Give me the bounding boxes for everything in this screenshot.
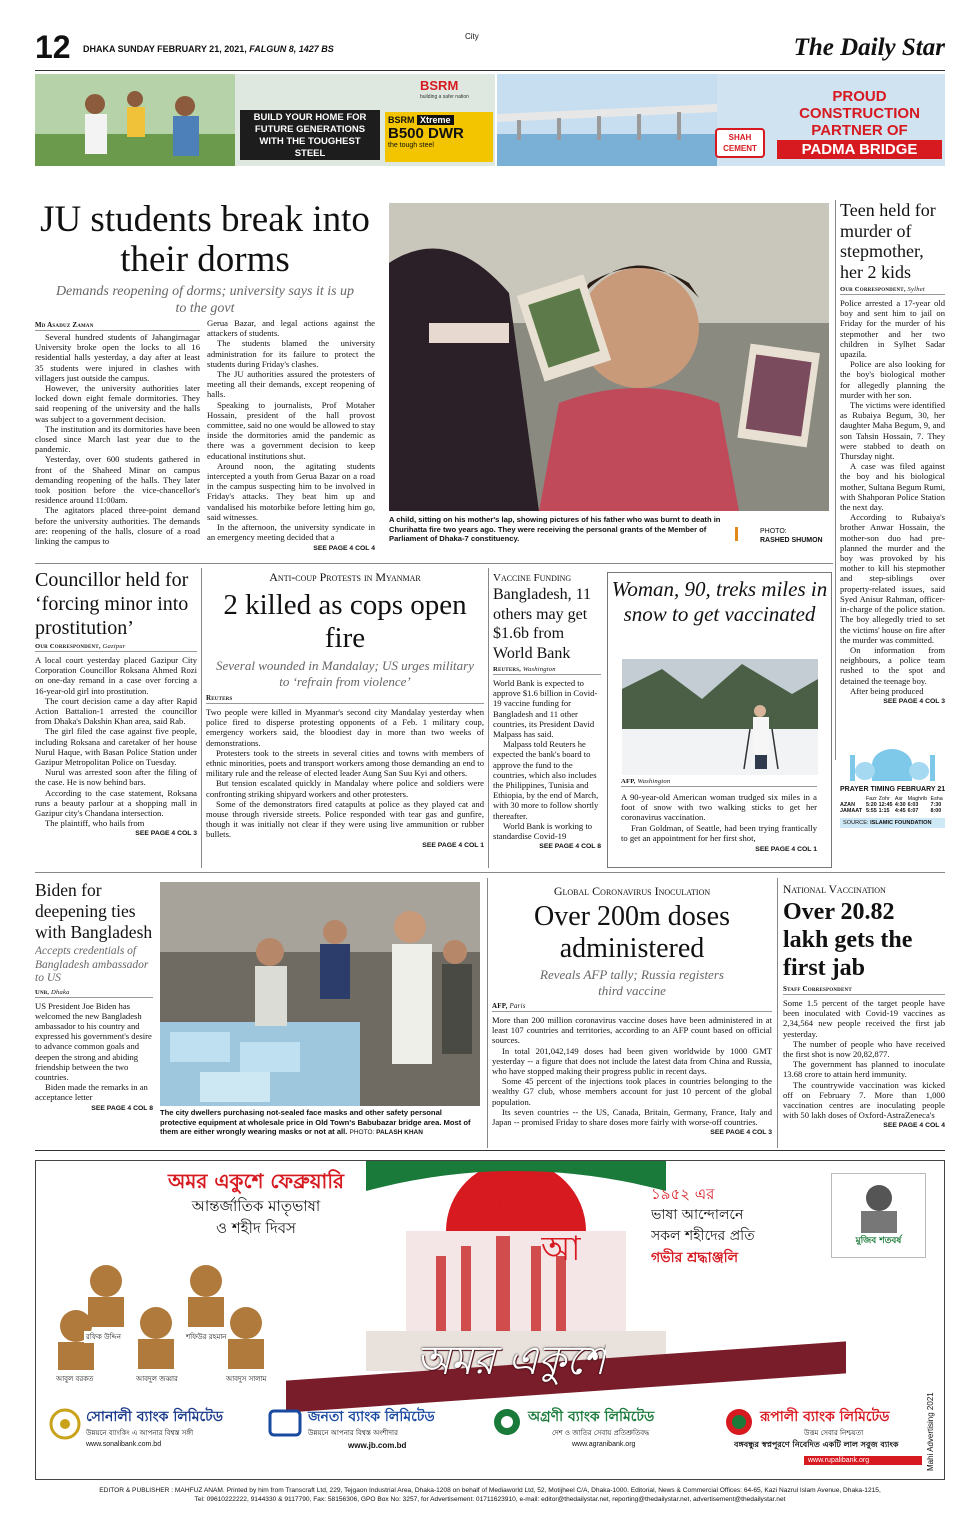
child-photo-credit: PHOTO: RASHED SHUMON [760,528,823,544]
agency-credit: Mahi Advertising 2021 [926,1392,935,1471]
myanmar-story [206,570,484,868]
councillor-headline[interactable]: Councillor held for ‘forcing minor into prostitution’ [35,569,189,639]
teen-headline[interactable]: Teen held for murder of stepmother, her 2 kids [840,200,936,282]
ju-byline: Md Asaduz Zaman [35,321,200,331]
councillor-byline: Our Correspondent, Gazipur [35,643,197,652]
biden-story [35,880,153,1148]
woman-story [607,572,832,868]
row2-bottom-rule [35,872,945,873]
child-photo-image [389,203,829,511]
woman-body: A 90-year-old American woman trudged six miles in a foot of snow with two walking sticks to get her coronavirus vaccination. Fran Goldman, of Seattle, had been trying frantically to get an appointment for her first shot, SEE PAGE 4 COL 1 [621,792,817,855]
masks-credit: PHOTO: PALASH KHAN [349,1129,423,1136]
janata-logo-icon [268,1409,302,1437]
ekushe-title-block [146,1167,366,1239]
teen-story [840,200,945,730]
bsrm-headline: BUILD YOUR HOME FOR FUTURE GENERATIONS WITH THE TOUGHEST STEEL [240,110,380,160]
myanmar-jump[interactable]: SEE PAGE 4 COL 1 [422,841,484,849]
ekushe-title: অমর একুশে ফেব্রুয়ারি [167,1169,345,1193]
xtreme-brand-line: BSRM Xtreme [388,115,490,125]
ekushe-ad[interactable] [35,1160,945,1480]
biden-deck: Accepts credentials of Bangladesh ambassador to US [35,945,149,984]
row1-bottom-rule [35,563,833,564]
prayer-header-row: Fazr Zohr Asr Maghrib Esha [865,796,943,802]
prayer-box [840,735,945,865]
bust-label-2: শফিউর রহমান [186,1333,227,1341]
bust-label-1: রফিক উদ্দিন [86,1333,121,1341]
ekushe-calligraphy: অমর একুশে [416,1338,606,1384]
masthead [35,30,945,70]
masthead-rule [35,70,945,71]
imprint-line-1: EDITOR & PUBLISHER : MAHFUZ ANAM. Printed by him from Transcraft Ltd, 229, Tejgaon Industrial Area, Dhaka-1208 on behalf of Mediaworld Ltd, 52, Motijheel C/A, Dhaka-1000. Editorial, News & Commercial Offices: 64-65, Kazi Nazrul Islam Avenue, Dhaka-1215, [99,1487,881,1494]
martyr-busts [36,1251,376,1371]
bank-sonali[interactable]: সোনালী ব্যাংক লিমিটেড উন্নয়নে ব্যাংকিং এ আপনার বিশ্বস্ত সঙ্গী www.sonalibank.com.bd [44,1401,264,1469]
row3-bottom-rule [35,1150,945,1151]
sonali-logo-icon [48,1407,82,1441]
myanmar-body: Two people were killed in Myanmar's second city Mandalay yesterday when police fired to disperse protesting opponents of a Feb. 1 military coup, emergency workers said, the bloodiest day in more than two weeks of demonstrations. Protesters took to the streets in several cities and towns with members of ethnic minorities, poets and transport workers among those demanding an end to military rule and the release of elected leader Aung San Suu Kyi and others. But tension escalated quickly in Mandalay where police and soldiers were confronting striking shipyard workers and other protesters. Some of the demonstrators fired catapults at police as they played cat and mouse through riverside streets. Police responded with tear gas and gunfire, though it was initially not clear if they were using live ammunition or rubber bullets. [206,707,484,840]
councillor-story [35,568,197,868]
national-kicker: National Vaccination [783,884,886,896]
councillor-body: A local court yesterday placed Gazipur City Corporation Councillor Roksana Ahmed Rozi on one-day remand in a case over forcing a 16-year-old girl into prostitution. The court decision came a day after Rapid Action Battalion-1 arrested the councillor from Dhaka's Dakshin Khan area, said Rab. The girl filed the case against five people, including Roksana and caretaker of her house Nurul Haque, with Basan Police Station under Gazipur Metropolitan Police on Tuesday. Nurul was arrested soon after the filing of the case. He is now behind bars. According to the case statement, Roksana runs a beauty parlour at a shopping mall in Gazipur city's Chandana intersection. The plaintiff, who hails from [35,655,197,829]
biden-headline[interactable]: Biden for deepening ties with Bangladesh [35,880,153,942]
paper-nameplate[interactable]: The Daily Star [793,34,945,61]
shah-cement-logo: SHAH CEMENT [715,128,765,158]
national-jump[interactable]: SEE PAGE 4 COL 4 [883,1122,945,1130]
biden-jump[interactable]: SEE PAGE 4 COL 8 [91,1104,153,1112]
national-story [783,884,945,1148]
biden-byline: Unb, Dhaka [35,989,153,998]
page-number: 12 [35,30,71,64]
bust-label-4: আবদুল জব্বার [136,1375,178,1383]
woman-headline[interactable]: Woman, 90, treks miles in snow to get vaccinated [611,577,828,626]
prayer-azan-row: AZAN 5:20 12:45 4:30 6:03 7:30 [840,802,942,808]
global-jump[interactable]: SEE PAGE 4 COL 3 [710,1129,772,1137]
ekushe-letter-1: অ [474,1186,506,1227]
rupali-logo-icon [724,1407,754,1437]
national-byline: Staff Correspondent [783,985,945,995]
ekushe-subtitle-2: ও শহীদ দিবস [216,1219,296,1237]
woman-jump[interactable]: SEE PAGE 4 COL 1 [755,846,817,854]
global-body: More than 200 million coronavirus vaccine doses have been administered in at least 107 countries and territories, according to an AFP count based on official sources. In total 201,042,149 doses had been given worldwide by 1000 GMT yesterday -- a figure that does not include the latest data from China and Russia, who have stopped making their progress public in recent days. Some 45 percent of the injections took places in countries belonging to the wealthy G7 club, whose members account for just 10 percent of the global population. Its seven countries -- the US, Canada, Britain, Germany, France, Italy and Japan -- promised Friday to share doses more fairly with worse-off countries. [492,1015,772,1128]
worldbank-story [493,572,601,868]
prayer-table [840,796,945,814]
ju-deck: Demands reopening of dorms; university says it is up to the govt [55,284,355,316]
bridge-illustration [497,74,717,166]
worldbank-body: World Bank is expected to approve $1.6 billion in Covid-19 vaccine funding for Bangladesh and 11 other countries, its President David Malpass has said. Malpass told Reuters he expected the bank's board to approve the fund to the countries, which also includes the Philippines, Tunisia and Ethiopia, by the end of March, with 30 more to follow shortly thereafter. World Bank is working to standardise Covid-19 [493,678,599,842]
rule-r2-b [488,568,489,868]
bank-rupali[interactable]: রূপালী ব্যাংক লিমিটেড উত্তম সেবার নিশ্চয়তা বঙ্গবন্ধুর স্বপ্নপূরণে নিবেদিত একটি লাল সবুজ ব্যাংক www.rupalibank.org [724,1401,934,1479]
section-name: City [465,32,479,41]
global-story [492,884,772,1148]
rule-r2-a [201,568,202,868]
prayer-source: SOURCE: ISLAMIC FOUNDATION [840,818,945,828]
rule-r3-a [487,878,488,1148]
ekushe-subtitle-1: আন্তর্জাতিক মাতৃভাষা [191,1197,321,1215]
bust-label-5: আবদুস সালাম [226,1375,267,1383]
shah-cement-message: PROUD CONSTRUCTION PARTNER OF PADMA BRIDGE [777,88,942,159]
global-headline[interactable]: Over 200m doses administered [534,901,730,964]
xtreme-tagline: the tough steel [388,142,434,149]
bsrm-ad[interactable] [35,74,495,166]
national-body: Some 1.5 percent of the target people have been inoculated with Covid-19 vaccines as 2,34,564 new people received the first jab yesterday. The number of people who have received the first shot is now 20,82,877. The government has planned to inoculate 13.68 crore to attain herd immunity. The countrywide vaccination was kicked off on February 7. More than 1,000 vaccination centres are inoculating people with 50 lakh doses of Oxford-AstraZeneca's [783,998,945,1121]
masks-caption: The city dwellers purchasing not-sealed face masks and other safety personal protective equipment at wholesale price in Old Town's Babubazar bridge area. Most of them are either wrongly wearing masks or not at all. PHOTO: PALASH KHAN [160,1108,471,1136]
ju-story [35,200,375,558]
bank-janata[interactable]: জনতা ব্যাংক লিমিটেড উন্নয়নে আপনার বিশ্বস্ত অংশীদার www.jb.com.bd [268,1401,490,1469]
worldbank-byline: Reuters, Washington [493,666,601,675]
ju-col1: Several hundred students of Jahangirnagar University broke open the locks to all 16 residential halls yesterday, a day after at least 35 students were injured in clashes with villagers just outside the campus. However, the university authorities later locked down eight female dormitories. They said reopening of the university and the halls was subject to a government decision. The institution and its dormitories have been closed since March last year due to the pandemic. Yesterday, over 600 students gathered in front of the Shaheed Minar on campus demanding reopening of the halls. They later took position before the vice-chancellor's residence around 11:00am. The agitators placed three-point demand before the university authorities. The demands are: reopening of the halls, closure of a road linking the campus to [35,332,200,547]
family-photo [35,74,235,166]
ju-jump[interactable]: SEE PAGE 4 COL 4 [313,545,375,553]
imprint [35,1486,945,1504]
bank-agrani[interactable]: অগ্রণী ব্যাংক লিমিটেড দেশ ও জাতির সেবায় প্রতিশ্রুতিবদ্ধ www.agranibank.org [492,1401,720,1469]
myanmar-byline: Reuters [206,694,484,704]
biden-body: US President Joe Biden has welcomed the new Bangladesh ambassador to his country and expressed his government's desire to advance common goals and deepen the strong and abiding friendship between the two countries. Biden made the remarks in an acceptance letter [35,1000,152,1103]
ekushe-tribute: ১৯৫২ এর ভাষা আন্দোলনে সকল শহীদের প্রতি গভীর শ্রদ্ধাঞ্জলি [651,1185,755,1266]
xtreme-product: B500 DWR [388,125,464,142]
global-deck: Reveals AFP tally; Russia registers third vaccine [540,967,724,998]
global-kicker: Global Coronavirus Inoculation [553,884,711,898]
prayer-title: PRAYER TIMING FEBRUARY 21 [840,786,945,793]
ju-col2: Gerua Bazar, and legal actions against the attackers of students. The students blamed the university administration for its failure to protect the students during Friday's clashes. The JU authorities assured the protesters of meeting all their demands, except reopening of halls. Speaking to journalists, Prof Motaher Hossain, president of the hall provost committee, said no one would be allowed to stay inside the dormitories amid the pandemic as there was a government decision to keep educational institutions shut. Around noon, the agitating students intercepted a youth from Gerua Bazar on a road in the campus suspecting him to be involved in Friday's attacks. They beat him up and vandalised his motorbike before letting him go, said witnesses. In the afternoon, the university syndicate in an emergency meeting decided that a SEE PAGE 4 COL 4 [207,318,375,555]
myanmar-headline[interactable]: 2 killed as cops open fire [223,589,467,654]
mosque-icon [840,735,945,783]
woman-byline: AFP, Washington [621,778,817,787]
worldbank-jump[interactable]: SEE PAGE 4 COL 8 [539,843,601,851]
child-credit-marker [735,527,738,541]
masks-photo [160,882,480,1106]
child-photo-caption: A child, sitting on his mother's lap, showing pictures of his father who was burnt to death in Churihatta fire two years ago. They were receiving the personal grants of the Member of Parliament of Dhaka-7 constituency. [389,515,721,543]
woman-photo [622,659,818,775]
global-byline: AFP, Paris [492,1002,772,1012]
bust-label-3: আবুল বরকত [56,1375,94,1383]
myanmar-kicker: Anti-coup Protests in Myanmar [269,570,421,584]
national-headline[interactable]: Over 20.82 lakh gets the first jab [783,899,913,981]
dateline: DHAKA SUNDAY FEBRUARY 21, 2021, FALGUN 8, 1427 BS [83,44,334,54]
prayer-jamaat-row: JAMAAT 5:55 1:15 4:45 6:07 8:00 [840,808,942,814]
shah-cement-ad[interactable] [497,74,945,166]
portrait-icon [849,1178,909,1233]
ju-headline[interactable]: JU students break into their dorms [40,200,370,280]
worldbank-kicker: Vaccine Funding [493,572,572,584]
agrani-logo-icon [492,1407,522,1437]
ekushe-letter-2: আ [541,1229,581,1269]
councillor-jump[interactable]: SEE PAGE 4 COL 3 [135,830,197,838]
myanmar-deck: Several wounded in Mandalay; US urges military to ‘refrain from violence’ [215,658,475,689]
mujib-badge: মুজিব শতবর্ষ [831,1173,926,1258]
imprint-line-2: Tel: 09610222222, 9144330 & 9117790, Fax: 58156306, GPO Box No: 3257, for Advertisement: 01711623910, e-mail: editor@thedailystar.net, reporting@thedailystar.net, advertisement@thedailystar.net [194,1496,786,1503]
child-photo [389,203,829,511]
teen-jump[interactable]: SEE PAGE 4 COL 3 [883,697,945,705]
bsrm-logo [420,78,458,93]
worldbank-headline[interactable]: Bangladesh, 11 others may get $1.6b from World Bank [493,586,592,662]
teen-byline: Our Correspondent, Sylhet [840,286,945,295]
bsrm-brand: BSRM [420,78,459,93]
bsrm-tagline: building a safer nation [420,94,469,100]
col-rule-right [835,200,836,760]
rule-r3-b [777,878,778,1148]
teen-body: Police arrested a 17-year old boy and sent him to jail on Friday for the murder of his stepmother and her two children in Sylhet Sadar upazila. Police are also looking for the boy's biological mother for allegedly planning the murder with her son. The victims were identified as Rubaiya Begum, 30, her daughter Maha Begum, 9, and son Tahsin Hossain, 7. They were stabbed to death on Thursday night. A case was filed against the boy and his biological mother, Sultana Begum Rumi, with Shahporan Police Station the next day. According to Rubaiya's brother Anwar Hossain, the mother-son duo had pre-planned the murder and the boy was provoked by his mother to kill his stepmother and step-siblings over property-related issues, said Syed Anisur Rahman, officer-in-charge of the police station. The boy allegedly tried to set the victims' house on fire after the murder was committed. On information from neighbours, a police team rushed to the spot and detained the teenage boy. After being produced [840,298,945,696]
xtreme-box [385,112,493,162]
